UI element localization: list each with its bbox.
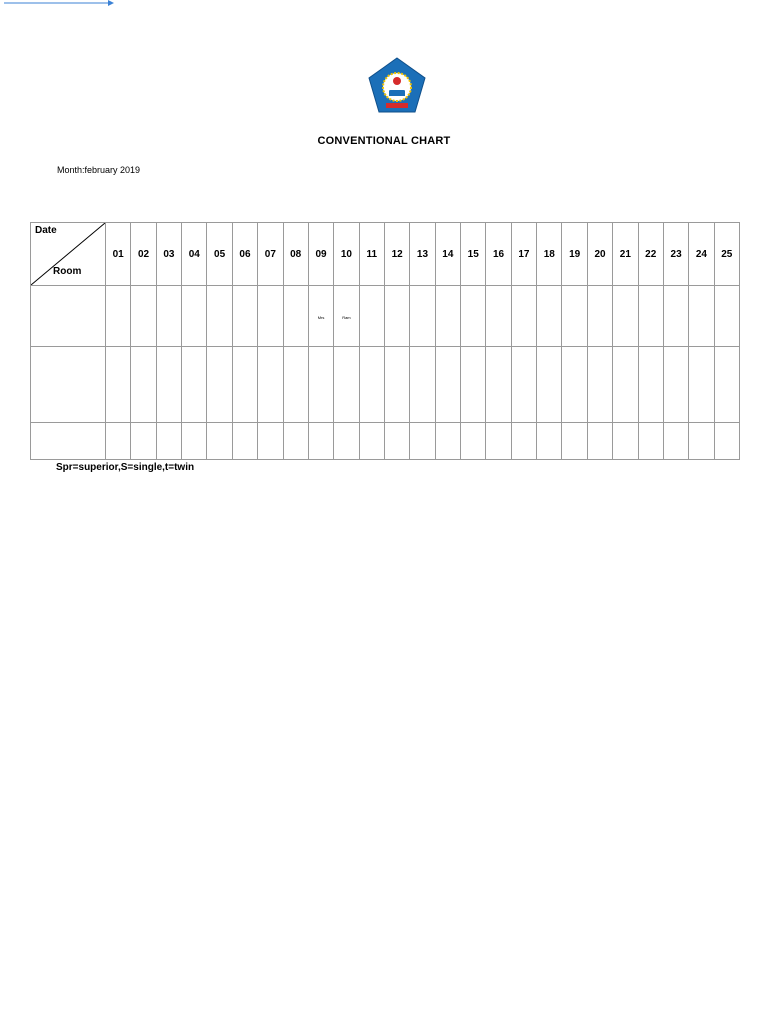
booking-cell-02[interactable] bbox=[131, 423, 156, 460]
date-room-corner-cell bbox=[31, 223, 106, 286]
booking-cell-11[interactable] bbox=[359, 347, 384, 423]
booking-cell-12[interactable] bbox=[384, 423, 409, 460]
date-header-02: 02 bbox=[131, 223, 156, 286]
booking-cell-19[interactable] bbox=[562, 347, 587, 423]
room-name-cell[interactable] bbox=[31, 347, 106, 423]
booking-cell-09[interactable] bbox=[308, 347, 333, 423]
booking-cell-07[interactable] bbox=[258, 286, 283, 347]
booking-cell-25[interactable] bbox=[714, 423, 739, 460]
chart-title: CONVENTIONAL CHART bbox=[317, 135, 451, 147]
booking-cell-09[interactable] bbox=[308, 286, 333, 347]
booking-cell-05[interactable] bbox=[207, 347, 232, 423]
date-header-15: 15 bbox=[461, 223, 486, 286]
booking-cell-18[interactable] bbox=[537, 286, 562, 347]
booking-cell-13[interactable] bbox=[410, 286, 435, 347]
date-header-12: 12 bbox=[384, 223, 409, 286]
booking-cell-22[interactable] bbox=[638, 286, 663, 347]
date-header-18: 18 bbox=[537, 223, 562, 286]
booking-cell-14[interactable] bbox=[435, 286, 460, 347]
booking-cell-19[interactable] bbox=[562, 286, 587, 347]
booking-cell-05[interactable] bbox=[207, 423, 232, 460]
booking-cell-21[interactable] bbox=[613, 286, 638, 347]
booking-cell-17[interactable] bbox=[511, 286, 536, 347]
booking-cell-12[interactable] bbox=[384, 286, 409, 347]
date-header-16: 16 bbox=[486, 223, 511, 286]
date-header-07: 07 bbox=[258, 223, 283, 286]
date-header-05: 05 bbox=[207, 223, 232, 286]
booking-cell-01[interactable] bbox=[106, 423, 131, 460]
booking-cell-24[interactable] bbox=[689, 347, 714, 423]
booking-cell-13[interactable] bbox=[410, 423, 435, 460]
booking-cell-15[interactable] bbox=[461, 347, 486, 423]
booking-cell-25[interactable] bbox=[714, 347, 739, 423]
date-header-22: 22 bbox=[638, 223, 663, 286]
booking-cell-12[interactable] bbox=[384, 347, 409, 423]
booking-cell-03[interactable] bbox=[156, 286, 181, 347]
school-logo bbox=[367, 56, 427, 114]
date-corner-label: Date bbox=[35, 225, 57, 236]
date-header-06: 06 bbox=[232, 223, 257, 286]
booking-cell-20[interactable] bbox=[587, 423, 612, 460]
room-row bbox=[31, 347, 740, 423]
booking-cell-19[interactable] bbox=[562, 423, 587, 460]
date-header-row bbox=[31, 223, 740, 286]
booking-cell-17[interactable] bbox=[511, 347, 536, 423]
booking-cell-16[interactable] bbox=[486, 423, 511, 460]
booking-cell-15[interactable] bbox=[461, 286, 486, 347]
date-header-04: 04 bbox=[182, 223, 207, 286]
booking-cell-16[interactable] bbox=[486, 347, 511, 423]
date-header-01: 01 bbox=[106, 223, 131, 286]
booking-cell-04[interactable] bbox=[182, 423, 207, 460]
booking-cell-11[interactable] bbox=[359, 423, 384, 460]
corner-arrow-decoration bbox=[0, 0, 120, 8]
booking-cell-15[interactable] bbox=[461, 423, 486, 460]
booking-cell-08[interactable] bbox=[283, 347, 308, 423]
booking-note: Ram bbox=[342, 314, 351, 320]
booking-cell-04[interactable] bbox=[182, 347, 207, 423]
date-header-09: 09 bbox=[308, 223, 333, 286]
booking-cell-02[interactable] bbox=[131, 347, 156, 423]
booking-cell-22[interactable] bbox=[638, 347, 663, 423]
booking-cell-24[interactable] bbox=[689, 286, 714, 347]
date-header-03: 03 bbox=[156, 223, 181, 286]
room-row bbox=[31, 423, 740, 460]
date-header-11: 11 bbox=[359, 223, 384, 286]
booking-cell-02[interactable] bbox=[131, 286, 156, 347]
booking-cell-21[interactable] bbox=[613, 347, 638, 423]
room-name-cell[interactable] bbox=[31, 423, 106, 460]
room-row bbox=[31, 286, 740, 347]
date-header-23: 23 bbox=[663, 223, 688, 286]
booking-cell-06[interactable] bbox=[232, 347, 257, 423]
date-header-20: 20 bbox=[587, 223, 612, 286]
booking-cell-17[interactable] bbox=[511, 423, 536, 460]
booking-cell-14[interactable] bbox=[435, 423, 460, 460]
date-header-17: 17 bbox=[511, 223, 536, 286]
date-header-25: 25 bbox=[714, 223, 739, 286]
booking-cell-18[interactable] bbox=[537, 423, 562, 460]
booking-cell-04[interactable] bbox=[182, 286, 207, 347]
booking-cell-06[interactable] bbox=[232, 423, 257, 460]
booking-cell-01[interactable] bbox=[106, 347, 131, 423]
legend-note: Spr=superior,S=single,t=twin bbox=[56, 462, 195, 473]
booking-cell-03[interactable] bbox=[156, 347, 181, 423]
booking-cell-24[interactable] bbox=[689, 423, 714, 460]
booking-cell-22[interactable] bbox=[638, 423, 663, 460]
booking-note: Mrs bbox=[317, 314, 325, 320]
booking-cell-05[interactable] bbox=[207, 286, 232, 347]
booking-cell-09[interactable] bbox=[308, 423, 333, 460]
reservation-chart-table bbox=[30, 222, 740, 460]
booking-cell-16[interactable] bbox=[486, 286, 511, 347]
booking-cell-03[interactable] bbox=[156, 423, 181, 460]
date-header-21: 21 bbox=[613, 223, 638, 286]
date-header-14: 14 bbox=[435, 223, 460, 286]
booking-cell-21[interactable] bbox=[613, 423, 638, 460]
booking-cell-23[interactable] bbox=[663, 286, 688, 347]
booking-cell-23[interactable] bbox=[663, 423, 688, 460]
booking-cell-20[interactable] bbox=[587, 286, 612, 347]
booking-cell-13[interactable] bbox=[410, 347, 435, 423]
date-header-24: 24 bbox=[689, 223, 714, 286]
booking-cell-10[interactable] bbox=[334, 286, 359, 347]
date-header-13: 13 bbox=[410, 223, 435, 286]
booking-cell-20[interactable] bbox=[587, 347, 612, 423]
booking-cell-01[interactable] bbox=[106, 286, 131, 347]
booking-cell-08[interactable] bbox=[283, 423, 308, 460]
date-header-10: 10 bbox=[334, 223, 359, 286]
booking-cell-10[interactable] bbox=[334, 423, 359, 460]
month-label: Month:february 2019 bbox=[57, 165, 141, 175]
booking-cell-10[interactable] bbox=[334, 347, 359, 423]
booking-cell-07[interactable] bbox=[258, 347, 283, 423]
booking-cell-06[interactable] bbox=[232, 286, 257, 347]
room-name-cell[interactable] bbox=[31, 286, 106, 347]
booking-cell-08[interactable] bbox=[283, 286, 308, 347]
booking-cell-23[interactable] bbox=[663, 347, 688, 423]
date-header-19: 19 bbox=[562, 223, 587, 286]
date-header-08: 08 bbox=[283, 223, 308, 286]
booking-cell-18[interactable] bbox=[537, 347, 562, 423]
booking-cell-14[interactable] bbox=[435, 347, 460, 423]
booking-cell-07[interactable] bbox=[258, 423, 283, 460]
room-corner-label: Room bbox=[53, 266, 82, 277]
booking-cell-11[interactable] bbox=[359, 286, 384, 347]
booking-cell-25[interactable] bbox=[714, 286, 739, 347]
